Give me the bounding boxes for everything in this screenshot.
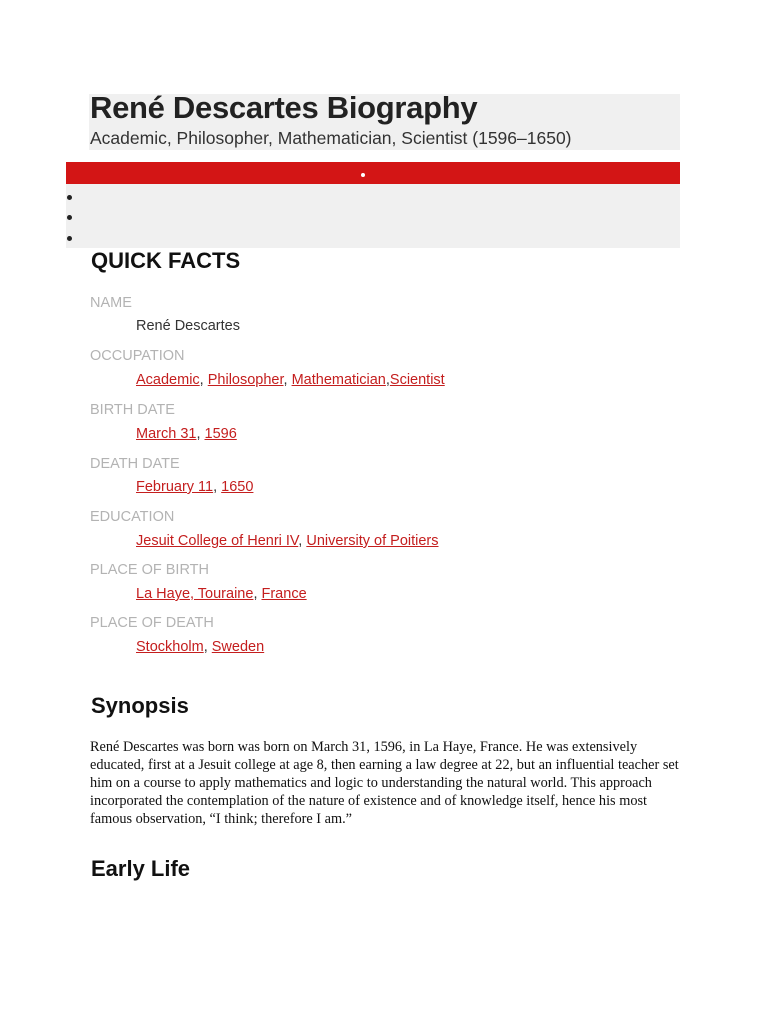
nav-placeholder-band xyxy=(66,184,680,248)
bullet-icon xyxy=(67,195,72,200)
fact-value-place-of-birth: La Haye, Touraine, France xyxy=(136,586,307,602)
birth-place-link[interactable]: La Haye, Touraine xyxy=(136,586,254,602)
fact-value-name: René Descartes xyxy=(136,318,240,334)
fact-label-birth-date: BIRTH DATE xyxy=(90,402,175,418)
fact-value-birth-date: March 31, 1596 xyxy=(136,426,237,442)
death-country-link[interactable]: Sweden xyxy=(211,639,265,655)
occupation-link[interactable]: Mathematician xyxy=(291,372,386,388)
page-title: René Descartes Biography xyxy=(90,90,478,125)
birth-date-link[interactable]: March 31 xyxy=(136,426,197,442)
bullet-icon xyxy=(67,215,72,220)
bullet-icon xyxy=(67,236,72,241)
synopsis-heading: Synopsis xyxy=(91,693,189,718)
fact-label-name: NAME xyxy=(90,295,132,311)
occupation-link[interactable]: Scientist xyxy=(389,372,445,388)
birth-year-link[interactable]: 1596 xyxy=(204,426,237,442)
fact-label-education: EDUCATION xyxy=(90,509,175,525)
occupation-link[interactable]: Academic xyxy=(136,372,200,388)
red-nav-bar xyxy=(66,162,680,184)
fact-value-death-date: February 11, 1650 xyxy=(136,479,254,495)
fact-label-place-of-death: PLACE OF DEATH xyxy=(90,615,214,631)
fact-label-place-of-birth: PLACE OF BIRTH xyxy=(90,562,209,578)
fact-value-occupation: Academic, Philosopher, Mathematician,Scientist xyxy=(136,372,445,388)
page-subtitle: Academic, Philosopher, Mathematician, Scientist (1596–1650) xyxy=(90,128,572,148)
fact-value-education: Jesuit College of Henri IV, University of Poitiers xyxy=(136,533,439,549)
death-year-link[interactable]: 1650 xyxy=(221,479,254,495)
fact-label-death-date: DEATH DATE xyxy=(90,456,180,472)
education-link[interactable]: Jesuit College of Henri IV xyxy=(136,533,299,549)
death-date-link[interactable]: February 11 xyxy=(136,479,214,495)
occupation-link[interactable]: Philosopher xyxy=(207,372,284,388)
early-life-heading: Early Life xyxy=(91,856,191,881)
bullet-icon xyxy=(361,173,365,177)
death-place-link[interactable]: Stockholm xyxy=(136,639,204,655)
education-link[interactable]: University of Poitiers xyxy=(306,533,439,549)
fact-label-occupation: OCCUPATION xyxy=(90,348,185,364)
synopsis-paragraph: René Descartes was born was born on March 31, 1596, in La Haye, France. He was extensively educated, first at a Jesuit college at age 8, then earning a law degree at 22, but an influential teacher set him on a course to apply mathematics and logic to understanding the natural world. This approach incorporated the contemplation of the nature of existence and of knowledge itself, hence his most famous observation, “I think; therefore I am.” xyxy=(90,739,679,827)
birth-country-link[interactable]: France xyxy=(261,586,307,602)
quick-facts-heading: QUICK FACTS xyxy=(91,248,241,273)
fact-value-place-of-death: Stockholm, Sweden xyxy=(136,639,265,655)
